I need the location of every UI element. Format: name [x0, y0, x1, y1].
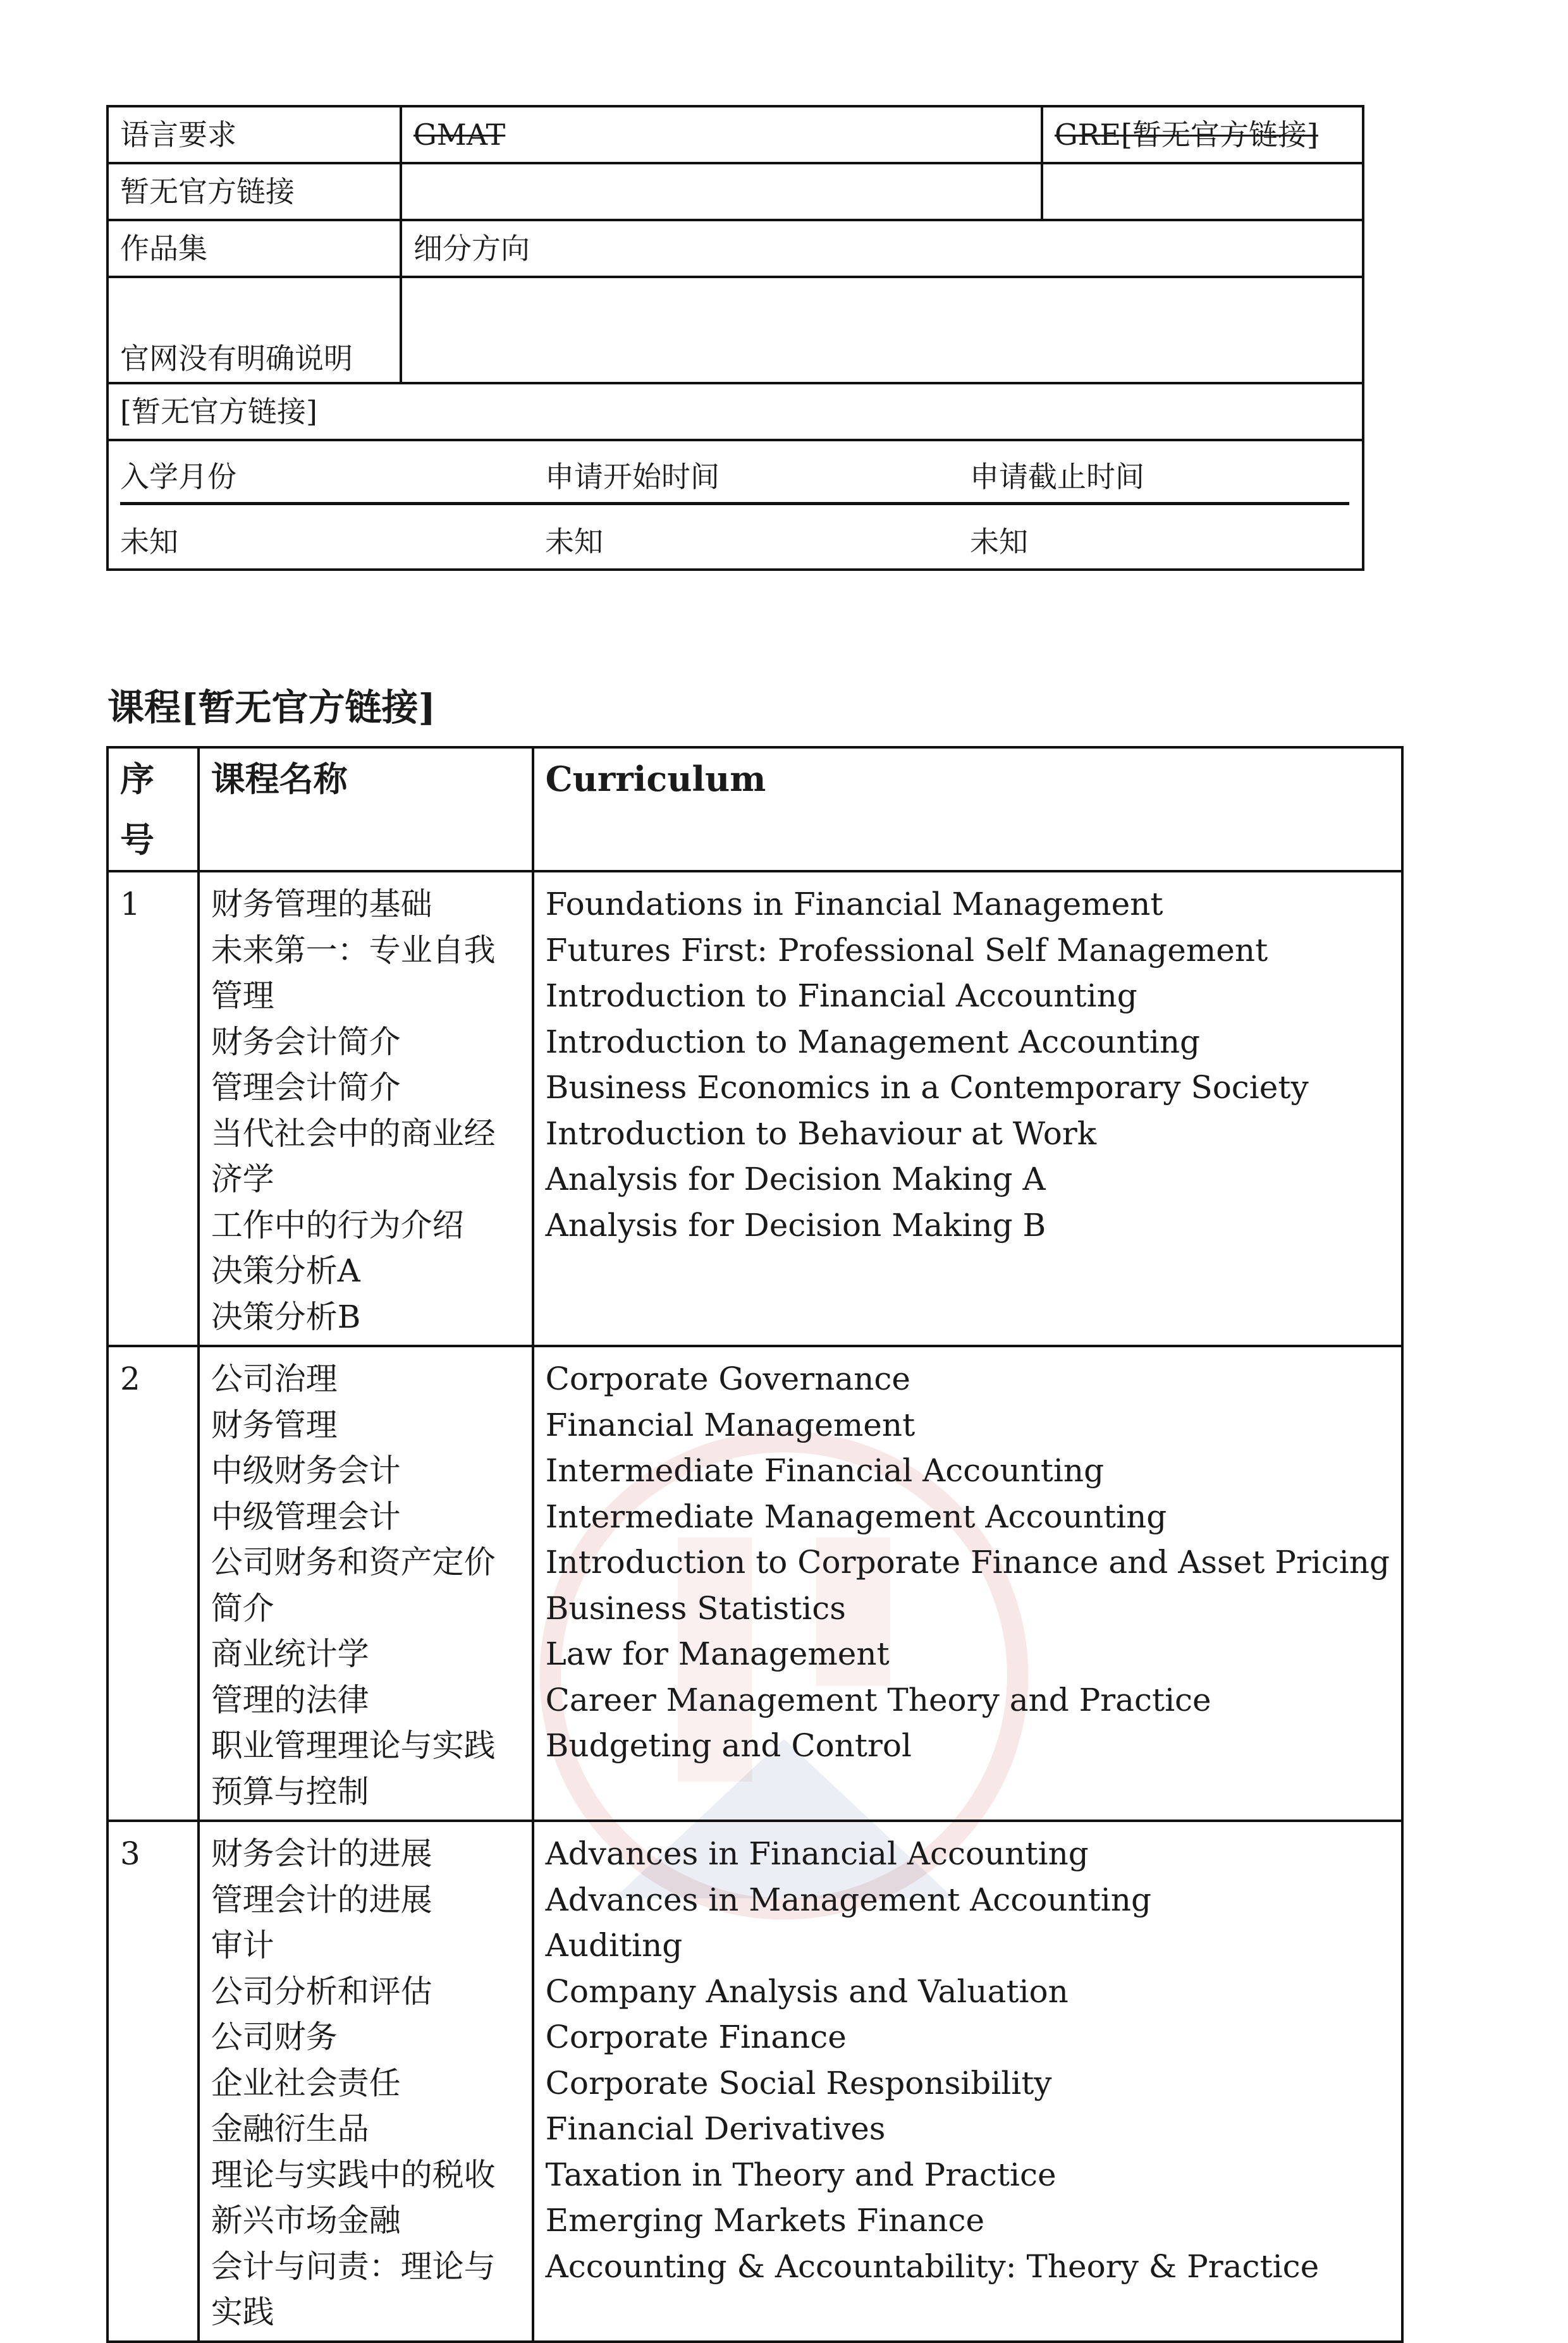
course-cn: 决策分析A — [211, 1252, 360, 1289]
application-open-label: 申请开始时间 — [545, 454, 970, 505]
course-en: Emerging Markets Finance — [545, 2202, 985, 2239]
course-cn: 职业管理理论与实践 — [211, 1727, 496, 1764]
portfolio-label: 作品集 — [107, 220, 401, 277]
course-cn: 财务管理 — [211, 1406, 338, 1443]
course-cn: 公司财务 — [211, 2019, 338, 2055]
course-cn: 中级财务会计 — [211, 1452, 401, 1489]
course-en: Financial Management — [545, 1406, 916, 1443]
application-open-value: 未知 — [545, 525, 603, 559]
year-number: 2 — [107, 1346, 199, 1821]
header-curriculum: Curriculum — [533, 747, 1402, 871]
application-deadline-value: 未知 — [970, 525, 1028, 559]
course-en: Introduction to Management Accounting — [545, 1023, 1201, 1060]
course-cn: 公司治理 — [211, 1361, 338, 1397]
course-cn: 新兴市场金融 — [211, 2202, 401, 2239]
subdirection-label: 细分方向 — [401, 220, 1363, 277]
course-en: Law for Management — [545, 1636, 890, 1672]
curriculum-section-title: 课程[暂无官方链接] — [107, 686, 436, 729]
language-label: 语言要求 — [107, 106, 401, 163]
course-names-cn — [199, 1821, 533, 2342]
course-en: Corporate Social Responsibility — [545, 2064, 1052, 2101]
course-cn: 决策分析B — [211, 1298, 361, 1335]
course-en: Taxation in Theory and Practice — [545, 2156, 1057, 2193]
gre-requirement: GRE[暂无官方链接] — [1042, 106, 1363, 163]
table-row — [107, 871, 1402, 1346]
course-cn: 管理会计的进展 — [211, 1881, 432, 1918]
course-cn: 财务管理的基础 — [211, 886, 432, 922]
course-en: Corporate Governance — [545, 1361, 910, 1397]
course-cn: 公司财务和资产定价简介 — [211, 1544, 496, 1627]
course-cn: 中级管理会计 — [211, 1498, 401, 1535]
course-en: Career Management Theory and Practice — [545, 1681, 1211, 1718]
table-row — [107, 1821, 1402, 2342]
course-en: Corporate Finance — [545, 2019, 847, 2055]
course-en: Company Analysis and Valuation — [545, 1973, 1069, 2010]
course-names-en — [533, 871, 1402, 1346]
course-cn: 理论与实践中的税收 — [211, 2156, 496, 2193]
course-cn: 当代社会中的商业经济学 — [211, 1115, 496, 1197]
course-en: Introduction to Corporate Finance and Asset Pricing — [545, 1544, 1390, 1581]
year-number: 3 — [107, 1821, 199, 2342]
course-en: Analysis for Decision Making B — [545, 1206, 1046, 1244]
program-info-table — [106, 105, 1364, 571]
course-cn: 财务会计简介 — [211, 1023, 401, 1060]
application-deadline-label: 申请截止时间 — [970, 454, 1349, 505]
course-cn: 金融衍生品 — [211, 2110, 369, 2147]
course-cn: 管理的法律 — [211, 1681, 369, 1718]
year-number: 1 — [107, 871, 199, 1346]
course-en: Business Statistics — [545, 1589, 846, 1627]
header-no: 序号 — [107, 747, 199, 871]
course-names-en — [533, 1821, 1402, 2342]
course-en: Auditing — [545, 1927, 683, 1964]
course-en: Introduction to Financial Accounting — [545, 977, 1137, 1014]
course-cn: 预算与控制 — [211, 1773, 369, 1810]
gmat-value — [401, 163, 1042, 220]
course-cn: 商业统计学 — [211, 1636, 369, 1672]
course-cn: 会计与问责：理论与实践 — [211, 2248, 496, 2330]
gre-value — [1042, 163, 1363, 220]
no-official-link-note-2: [暂无官方链接] — [107, 383, 1363, 440]
course-en: Advances in Management Accounting — [545, 1881, 1151, 1918]
course-en: Accounting & Accountability: Theory & Practice — [545, 2248, 1320, 2285]
course-en: Financial Derivatives — [545, 2110, 886, 2147]
course-en: Futures First: Professional Self Management — [545, 931, 1268, 969]
course-cn: 企业社会责任 — [211, 2064, 401, 2101]
curriculum-table — [106, 746, 1404, 2343]
course-en: Intermediate Management Accounting — [545, 1498, 1167, 1535]
course-names-cn — [199, 871, 533, 1346]
subdirection-value — [401, 277, 1363, 383]
course-cn: 财务会计的进展 — [211, 1835, 432, 1872]
course-names-cn — [199, 1346, 533, 1821]
intake-month-value: 未知 — [120, 525, 178, 559]
no-official-link-note: 暂无官方链接 — [107, 163, 401, 220]
course-en: Intermediate Financial Accounting — [545, 1452, 1105, 1489]
course-cn: 审计 — [211, 1927, 274, 1964]
intake-month-label: 入学月份 — [120, 454, 545, 505]
course-en: Advances in Financial Accounting — [545, 1835, 1089, 1872]
course-en: Foundations in Financial Management — [545, 886, 1163, 922]
gmat-requirement: GMAT — [401, 106, 1042, 163]
course-en: Introduction to Behaviour at Work — [545, 1115, 1097, 1152]
application-dates — [107, 440, 1363, 570]
course-cn: 工作中的行为介绍 — [211, 1206, 464, 1244]
course-cn: 未来第一：专业自我管理 — [211, 931, 496, 1014]
table-row — [107, 1346, 1402, 1821]
course-cn: 公司分析和评估 — [211, 1973, 432, 2010]
course-en: Business Economics in a Contemporary Society — [545, 1069, 1309, 1106]
portfolio-note: 官网没有明确说明 — [107, 277, 401, 383]
course-names-en — [533, 1346, 1402, 1821]
course-cn: 管理会计简介 — [211, 1069, 401, 1106]
course-en: Budgeting and Control — [545, 1727, 912, 1764]
course-en: Analysis for Decision Making A — [545, 1161, 1046, 1197]
header-course-name: 课程名称 — [199, 747, 533, 871]
